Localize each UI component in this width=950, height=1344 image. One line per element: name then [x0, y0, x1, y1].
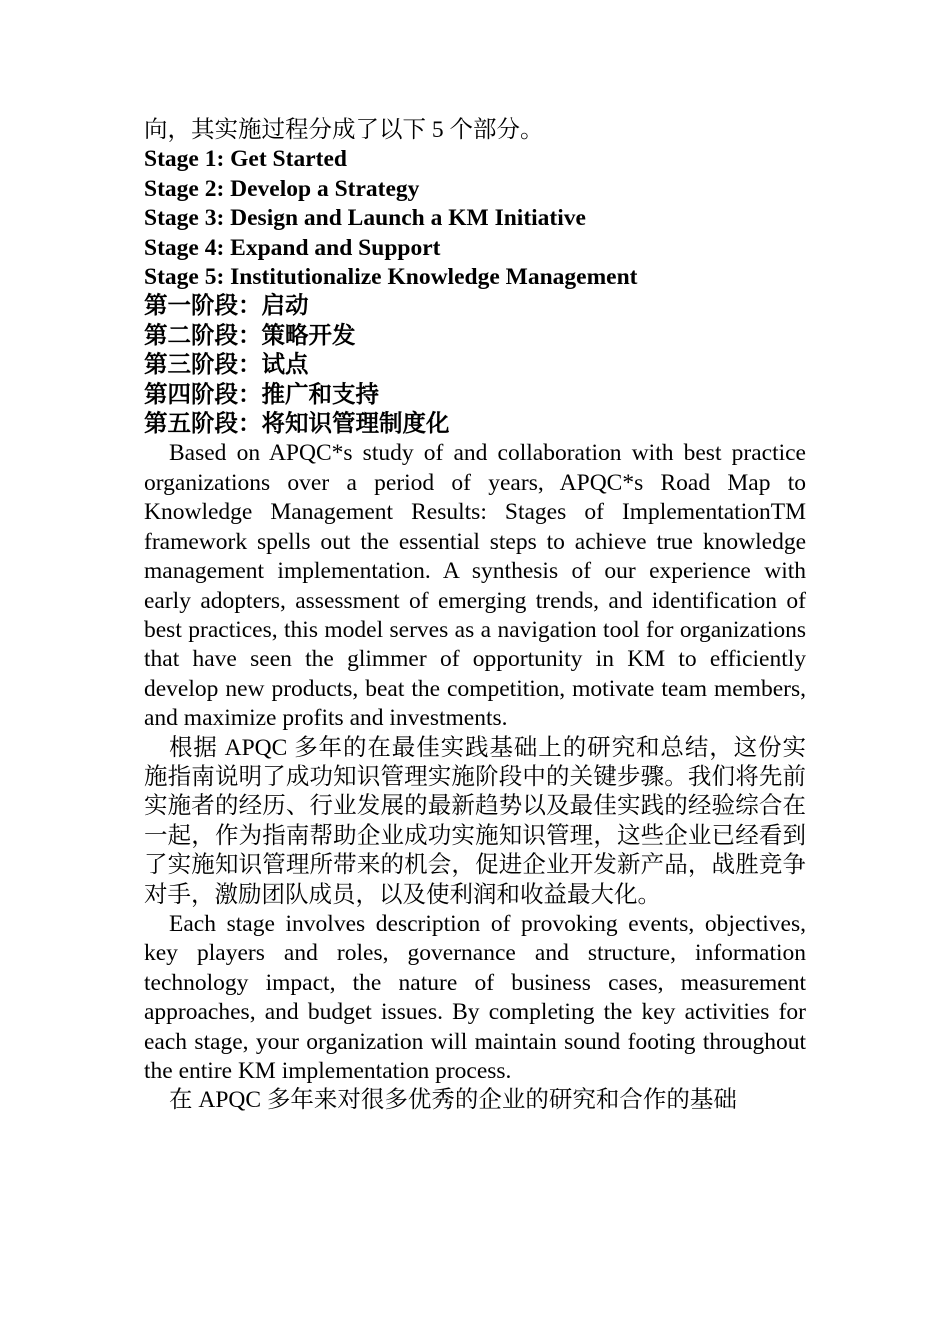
paragraph-stage-english: Each stage involves description of provoking events, objectives, key players and roles, governance and structure, information technology impact, the nature of business cases, measurement approaches, and budget issues. By completing the key activities for each stage, your organization will maintain sound footing throughout the entire KM implementation process.	[144, 910, 806, 1084]
stage-zh-1: 第一阶段：启动	[144, 293, 309, 320]
stage-en-4: Stage 4: Expand and Support	[144, 234, 441, 261]
paragraph-apqc-chinese: 根据 APQC 多年的在最佳实践基础上的研究和总结，这份实施指南说明了成功知识管理实施阶段中的关键步骤。我们将先前实施者的经历、行业发展的最新趋势以及最佳实践的经验综合在一起，作为指南帮助企业成功实施知识管理，这些企业已经看到了实施知识管理所带来的机会，促进企业开发新产品，战胜竞争对手，激励团队成员，以及使利润和收益最大化。	[144, 734, 806, 908]
stage-en-1: Stage 1: Get Started	[144, 146, 347, 173]
stage-zh-4: 第四阶段：推广和支持	[144, 381, 379, 408]
paragraph-partial-chinese: 在 APQC 多年来对很多优秀的企业的研究和合作的基础	[169, 1087, 737, 1114]
stage-en-3: Stage 3: Design and Launch a KM Initiative	[144, 205, 586, 232]
stage-zh-2: 第二阶段：策略开发	[144, 322, 356, 349]
stage-zh-3: 第三阶段：试点	[144, 352, 309, 379]
document-page	[144, 116, 806, 1116]
stages-chinese-list	[144, 292, 806, 439]
intro-line: 向，其实施过程分成了以下 5 个部分。	[144, 117, 544, 143]
stages-english-list	[144, 145, 806, 292]
stage-en-2: Stage 2: Develop a Strategy	[144, 175, 420, 202]
paragraph-apqc-english: Based on APQC*s study of and collaboration with best practice organizations over a period of years, APQC*s Road Map to Knowledge Management Results: Stages of ImplementationTM framework spells out the essential steps to achieve true knowledge management implementation. A synthesis of our experience with early adopters, assessment of emerging trends, and identification of best practices, this model serves as a navigation tool for organizations that have seen the glimmer of opportunity in KM to efficiently develop new products, beat the competition, motivate team members, and maximize profits and investments.	[144, 440, 806, 732]
stage-zh-5: 第五阶段：将知识管理制度化	[144, 411, 450, 438]
stage-en-5: Stage 5: Institutionalize Knowledge Management	[144, 264, 638, 291]
